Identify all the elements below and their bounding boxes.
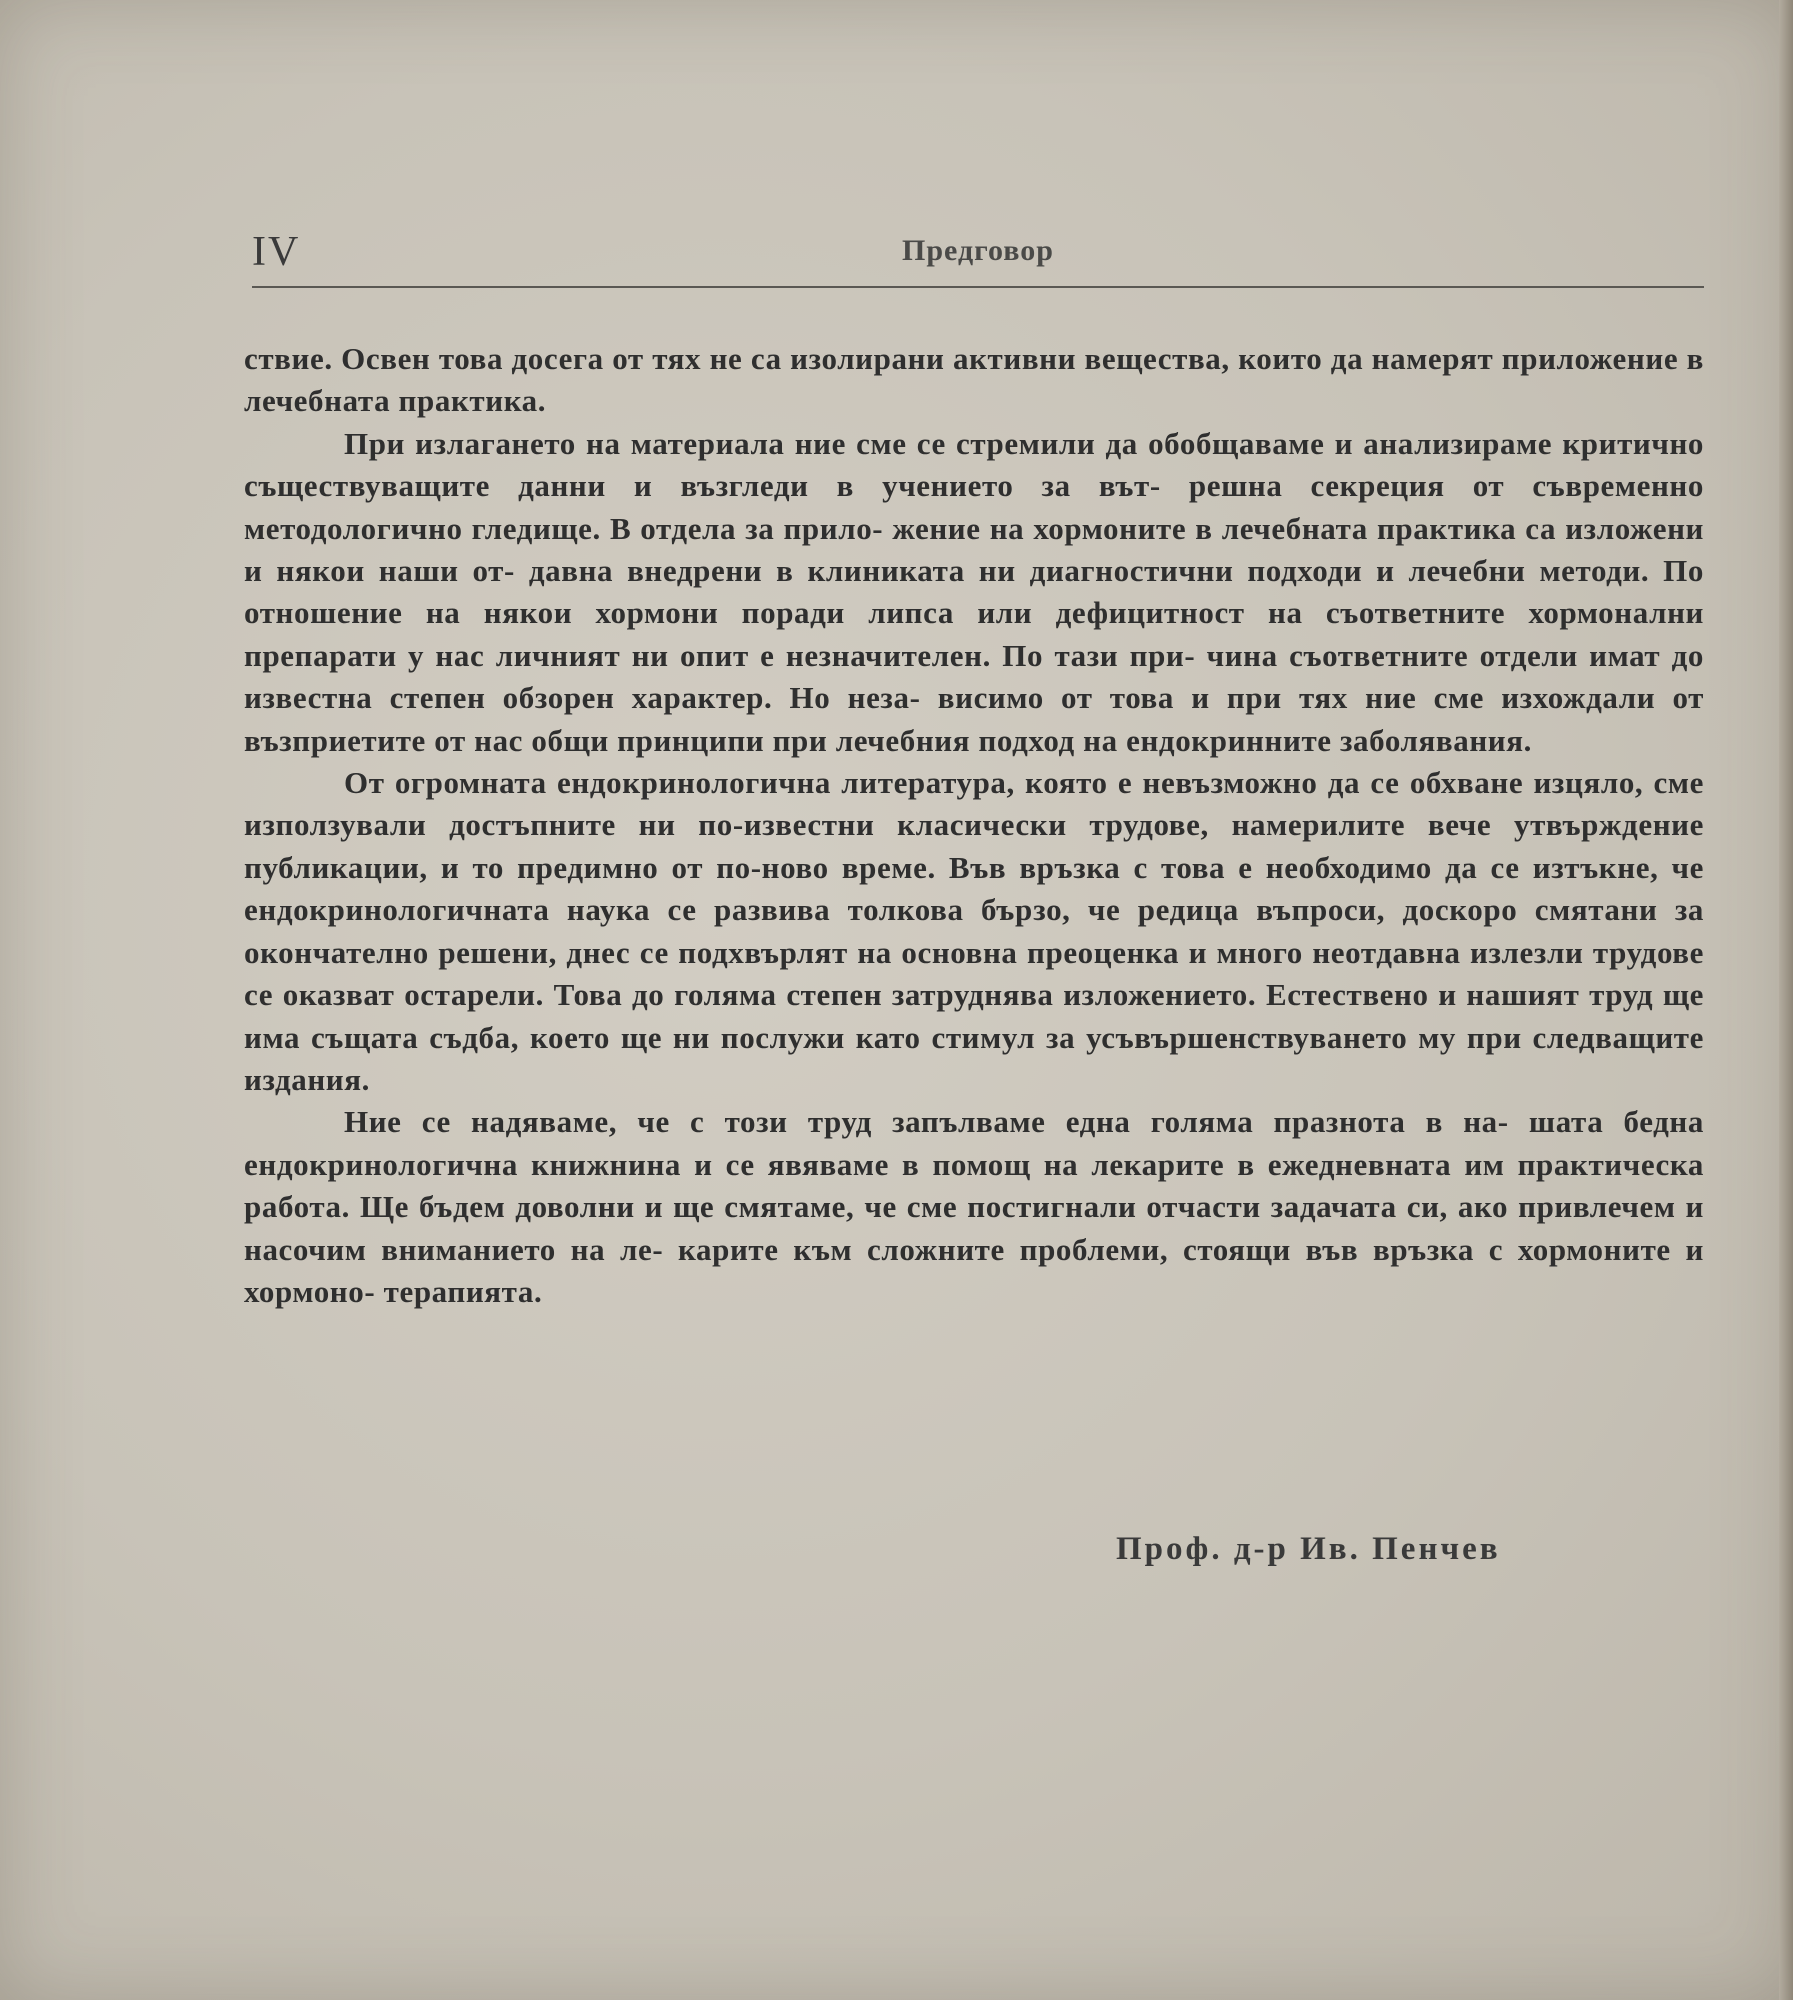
page-header <box>252 228 1704 282</box>
text-line: шата бедна ендокринологична книжнина и се явяваме в помощ на лекарите в <box>244 1104 1704 1182</box>
text-line: намерят приложение в лечебната практика. <box>244 341 1704 419</box>
text-line: постигнали отчасти задачата си, ако привлечем и насочим вниманието на ле- <box>244 1189 1704 1267</box>
author-signature: Проф. д-р Ив. Пенчев <box>1116 1531 1501 1567</box>
header-rule <box>252 286 1704 288</box>
text-line: хормонални препарати у нас личният ни опит е незначителен. По тази при- <box>244 595 1704 673</box>
text-line: принципи при лечебния подход на ендокринните заболявания. <box>617 722 1532 758</box>
running-title: Предговор <box>902 234 1054 267</box>
text-line: Ние се надяваме, че с този труд запълваме една голяма празнота в на- <box>344 1104 1509 1140</box>
page-edge <box>1779 0 1793 2000</box>
text-line: Във връзка с това е необходимо да се изтъкне, че ендокринологичната наука <box>244 849 1704 928</box>
paragraph-continued <box>244 338 1704 423</box>
text-line: решени, днес се подхвърлят на основна преоценка и много неотдавна излезли <box>438 934 1593 970</box>
text-line: решна секреция от съвременно методологично гледище. В отдела за прило- <box>244 468 1704 546</box>
text-line: жение на хормоните в лечебната практика са изложени и някои наши от- <box>244 510 1704 589</box>
paragraph <box>244 1101 1704 1313</box>
text-line: висимо от това и при тях ние сме изхождали от възприетите от нас общи <box>244 680 1704 758</box>
text-line: трудове се оказват остарели. Това до голяма степен затруднява изложението. <box>244 934 1704 1013</box>
text-line: чина съответните отдели имат до известна степен обзорен характер. Но неза- <box>244 637 1704 716</box>
text-line: ствие. Освен това досега от тях не са изолирани активни вещества, които да <box>244 341 1372 376</box>
text-line: Естествено и нашият труд ще има същата съдба, което ще ни послужи като <box>244 977 1704 1055</box>
text-line: При излагането на материала ние сме се стремили да обобщаваме и <box>344 425 1364 461</box>
text-line: се развива толкова бързо, че редица въпроси, доскоро смятани за окончателно <box>244 892 1704 970</box>
text-line: отношение на някои хормони поради липса или дефицитност на съответните <box>244 595 1529 631</box>
text-line: намерилите вече утвърждение публикации, и то предимно от по-ново време. <box>244 807 1704 885</box>
text-line: ежедневната им практическа работа. Ще бъдем доволни и ще смятаме, че сме <box>244 1146 1705 1225</box>
text-line: обхване изцяло, сме използували достъпните ни по-известни класически трудове, <box>244 765 1704 843</box>
preface-body <box>244 338 1704 1313</box>
text-line: анализираме критично съществуващите данни и възгледи в учението за вът- <box>244 425 1705 504</box>
text-line: От огромната ендокринологична литература, която е невъзможно да се <box>344 765 1410 801</box>
paragraph <box>244 762 1704 1101</box>
text-line: терапията. <box>383 1273 543 1309</box>
text-line: карите към сложните проблеми, стоящи във връзка с хормоните и хормоно- <box>244 1231 1704 1309</box>
paragraph <box>244 423 1704 762</box>
text-line: стимул за усъвършенствуването му при следващите издания. <box>244 1019 1704 1097</box>
text-line: давна внедрени в клиниката ни диагностични подходи и лечебни методи. По <box>528 553 1704 589</box>
page-number: IV <box>252 229 301 275</box>
